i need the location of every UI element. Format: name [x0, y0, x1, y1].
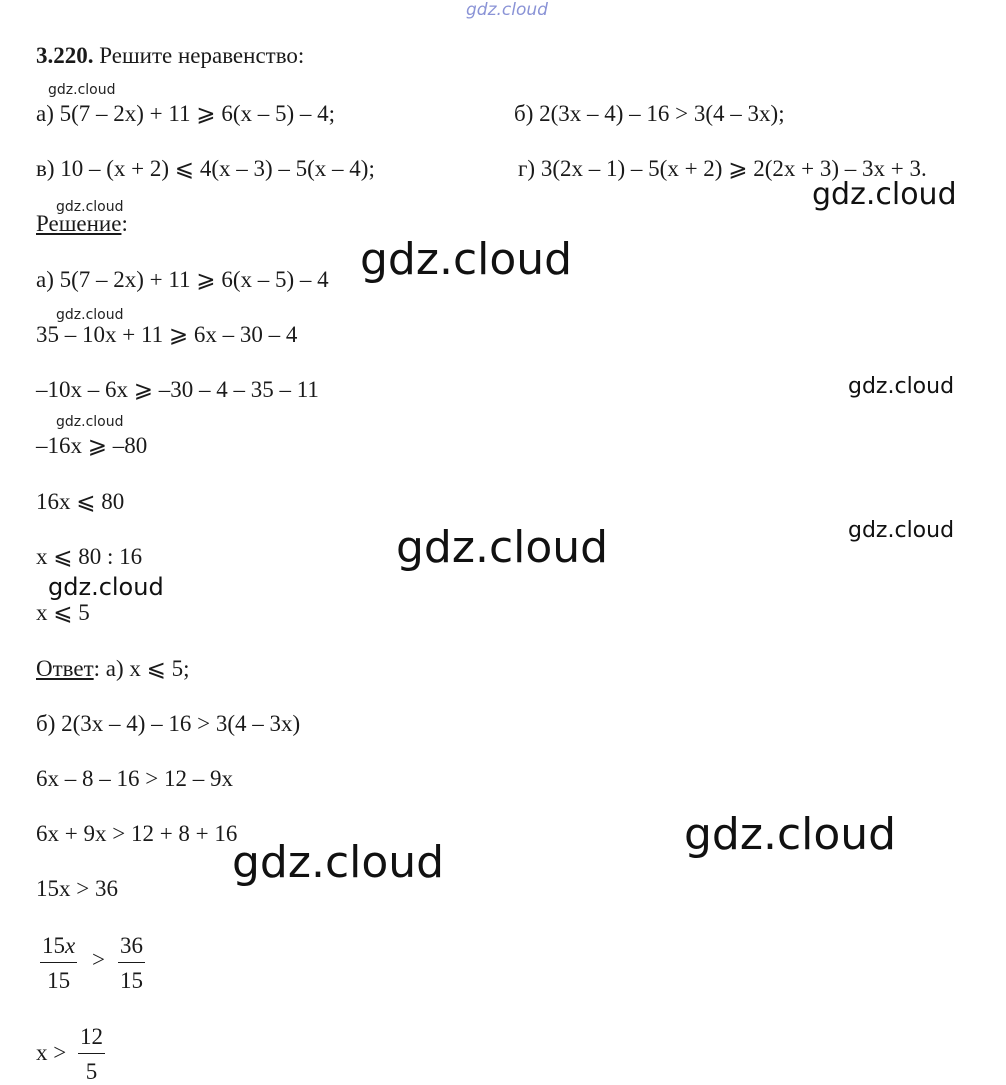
- watermark-small: gdz.cloud: [56, 414, 124, 430]
- problem-part-g: г) 3(2x – 1) – 5(x + 2) ⩾ 2(2x + 3) – 3x + 3.: [518, 156, 927, 181]
- answer-text: : а) x ⩽ 5;: [93, 656, 190, 681]
- watermark-top: gdz.cloud: [466, 0, 548, 20]
- solution-heading-colon: :: [121, 211, 128, 236]
- solution-a-line: x ⩽ 80 : 16: [36, 544, 143, 569]
- solution-heading: [36, 212, 128, 235]
- fraction-numerator: 15x: [40, 934, 77, 963]
- solution-heading-text: Решение: [36, 211, 122, 236]
- watermark-small: gdz.cloud: [48, 82, 116, 98]
- solution-b-line: 6x – 8 – 16 > 12 – 9x: [36, 766, 233, 791]
- solution-b-line: 6x + 9x > 12 + 8 + 16: [36, 821, 238, 846]
- watermark-large: gdz.cloud: [812, 177, 957, 212]
- watermark-small: gdz.cloud: [56, 199, 124, 215]
- problem-statement: Решите неравенство:: [99, 43, 305, 68]
- problem-part-b: б) 2(3x – 4) – 16 > 3(4 – 3x);: [514, 101, 785, 126]
- problem-header: [36, 44, 304, 67]
- answer-a: [36, 657, 190, 680]
- watermark-medium: gdz.cloud: [848, 374, 955, 399]
- fraction-left: [40, 934, 77, 992]
- fraction-denominator: 15: [120, 968, 143, 993]
- solution-a-line: 16x ⩽ 80: [36, 489, 125, 514]
- solution-a-line: 35 – 10x + 11 ⩾ 6x – 30 – 4: [36, 322, 298, 347]
- watermark-xl: gdz.cloud: [396, 522, 609, 573]
- solution-a-line: –10x – 6x ⩾ –30 – 4 – 35 – 11: [36, 377, 319, 402]
- watermark-small: gdz.cloud: [56, 307, 124, 323]
- solution-a-line: –16x ⩾ –80: [36, 433, 148, 458]
- watermark-medium: gdz.cloud: [48, 573, 164, 601]
- solution-b-line: 15x > 36: [36, 876, 118, 901]
- fraction-denominator: 15: [47, 968, 71, 993]
- watermark-xl: gdz.cloud: [232, 837, 445, 888]
- watermark-xl: gdz.cloud: [684, 809, 897, 860]
- fraction-numerator: 36: [118, 934, 145, 963]
- fraction-denominator: 5: [85, 1059, 98, 1084]
- problem-part-a: а) 5(7 – 2x) + 11 ⩾ 6(x – 5) – 4;: [36, 101, 336, 126]
- solution-b-line: б) 2(3x – 4) – 16 > 3(4 – 3x): [36, 711, 301, 736]
- watermark-medium: gdz.cloud: [848, 518, 955, 543]
- fraction-result: [78, 1025, 105, 1083]
- solution-a-line: x ⩽ 5: [36, 600, 90, 625]
- fraction-right: [118, 934, 145, 992]
- answer-label: Ответ: [36, 656, 94, 681]
- problem-part-v: в) 10 – (x + 2) ⩽ 4(x – 3) – 5(x – 4);: [36, 156, 375, 181]
- fraction-lhs: x >: [36, 1040, 67, 1065]
- fraction-numerator: 12: [78, 1025, 105, 1054]
- solution-a-line: а) 5(7 – 2x) + 11 ⩾ 6(x – 5) – 4: [36, 267, 329, 292]
- watermark-xl: gdz.cloud: [360, 234, 573, 285]
- problem-number: 3.220.: [36, 43, 94, 68]
- inequality-sign: >: [92, 947, 105, 972]
